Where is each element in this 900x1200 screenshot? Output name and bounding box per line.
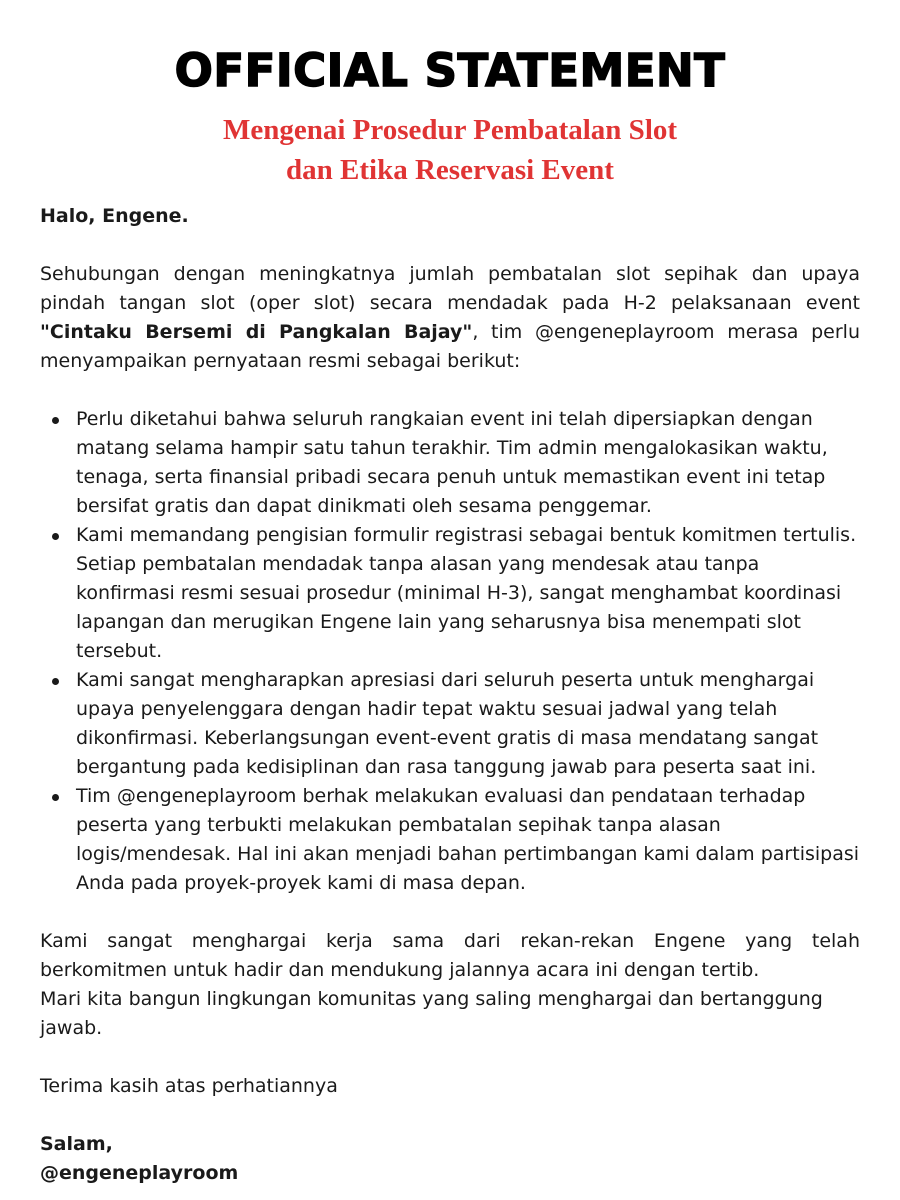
closing-line-2: Mari kita bangun lingkungan komunitas yang saling menghargai dan bertanggung jawab. — [40, 988, 823, 1039]
list-item-text: Perlu diketahui bahwa seluruh rangkaian event ini telah dipersiapkan dengan matang selama hampir satu tahun terakhir. Tim admin mengalokasikan waktu, tenaga, serta finansial pribadi secara penuh untuk memastikan event ini tetap bersifat gratis dan dapat dinikmati oleh sesama penggemar. — [76, 408, 828, 517]
list-item — [76, 666, 860, 782]
subtitle-line-1: Mengenai Prosedur Pembatalan Slot — [222, 114, 678, 146]
greeting: Halo, Engene. — [40, 205, 189, 227]
list-item — [76, 521, 860, 666]
list-item-text: Kami sangat mengharapkan apresiasi dari seluruh peserta untuk menghargai upaya penyelenggara dengan hadir tepat waktu sesuai jadwal yang telah dikonfirmasi. Keberlangsungan event-event gratis di masa mendatang sangat bergantung pada kedisiplinan dan rasa tanggung jawab para peserta saat ini. — [76, 669, 819, 778]
closing-line-1: Kami sangat menghargai kerja sama dari rekan-rekan Engene yang telah berkomitmen untuk hadir dan mendukung jalannya acara ini dengan tertib. — [40, 930, 860, 981]
intro-text-before: Sehubungan dengan meningkatnya jumlah pembatalan slot sepihak dan upaya pindah tangan slot (oper slot) secara mendadak pada H-2 pelaksanaan event — [40, 263, 860, 314]
list-item-text: Tim @engeneplayroom berhak melakukan evaluasi dan pendataan terhadap peserta yang terbukti melakukan pembatalan sepihak tanpa alasan logis/mendesak. Hal ini akan menjadi bahan pertimbangan kami dalam partisipasi Anda pada proyek-proyek kami di masa depan. — [76, 785, 860, 894]
signoff-handle: @engeneplayroom — [40, 1162, 239, 1184]
event-name: "Cintaku Bersemi di Pangkalan Bajay" — [40, 321, 473, 343]
subtitle-line-2: dan Etika Reservasi Event — [286, 154, 614, 186]
intro-paragraph — [40, 260, 860, 376]
page-title: OFFICIAL STATEMENT — [174, 44, 726, 97]
closing-paragraph — [40, 927, 860, 1043]
intro-text-after: , tim @engeneplayroom merasa perlu menyampaikan pernyataan resmi sebagai berikut: — [40, 321, 860, 372]
list-item — [76, 405, 860, 521]
statement-body — [40, 202, 860, 1188]
list-item — [76, 782, 860, 898]
page-subtitle — [40, 110, 860, 190]
signoff-salutation: Salam, — [40, 1133, 113, 1155]
statement-points-list — [40, 405, 860, 898]
thanks-line: Terima kasih atas perhatiannya — [40, 1075, 338, 1097]
list-item-text: Kami memandang pengisian formulir registrasi sebagai bentuk komitmen tertulis. Setiap pembatalan mendadak tanpa alasan yang mendesak atau tanpa konfirmasi resmi sesuai prosedur (minimal H-3), sangat menghambat koordinasi lapangan dan merugikan Engene lain yang seharusnya bisa menempati slot tersebut. — [76, 524, 857, 662]
signoff — [40, 1130, 860, 1188]
